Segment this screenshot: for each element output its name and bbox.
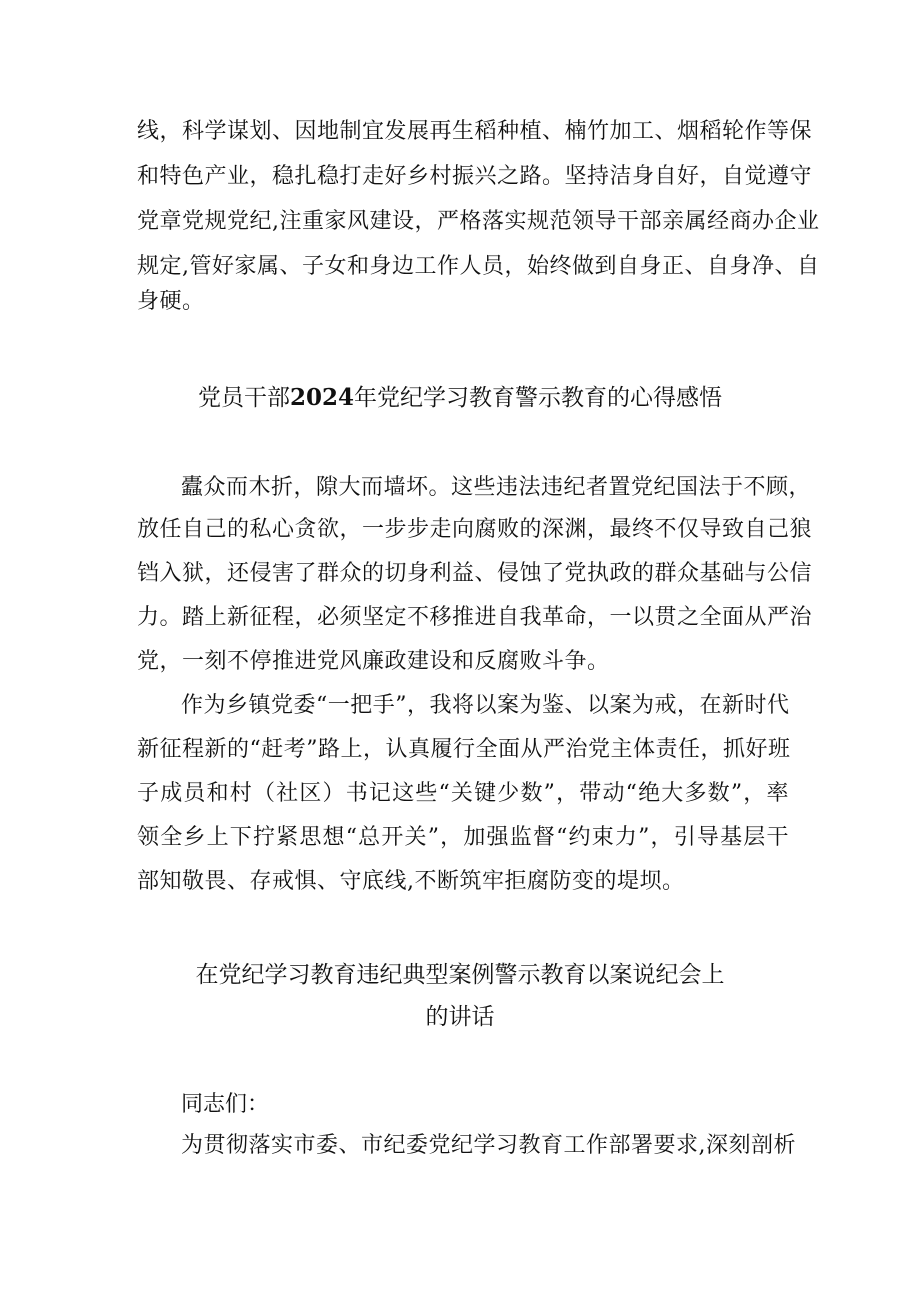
paragraph-line: 党章党规党纪,注重家风建设，严格落实规范领导干部亲属经商办企业	[137, 209, 820, 234]
paragraph-line: 作为乡镇党委“一把手”，我将以案为鉴、以案为戒，在新时代	[181, 693, 790, 718]
paragraph-line: 线，科学谋划、因地制宜发展再生稻种植、楠竹加工、烟稻轮作等保	[137, 119, 813, 144]
section-2-title-pre: 党员干部	[197, 385, 290, 411]
paragraph-line: 领全乡上下拧紧思想“总开关”，加强监督“约束力”，引导基层干	[137, 825, 789, 850]
section-3-title-line-2: 的讲话	[425, 1004, 495, 1030]
salutation: 同志们：	[181, 1092, 270, 1117]
section-2-title-year: 2024	[289, 384, 354, 411]
section-3-title-line-1: 在党纪学习教育违纪典型案例警示教育以案说纪会上	[195, 962, 725, 988]
paragraph-line: 部知敬畏、存戒惧、守底线,不断筑牢拒腐防变的堤坝。	[137, 869, 685, 894]
paragraph-line: 和特色产业，稳扎稳打走好乡村振兴之路。坚持洁身自好，自觉遵守	[137, 164, 813, 189]
paragraph-line: 为贯彻落实市委、市纪委党纪学习教育工作部署要求,深刻剖析	[181, 1133, 796, 1158]
paragraph-line: 铛入狱，还侵害了群众的切身利益、侵蚀了党执政的群众基础与公信	[137, 561, 813, 586]
paragraph-line: 新征程新的“赶考”路上，认真履行全面从严治党主体责任，抓好班	[137, 737, 791, 762]
paragraph-line: 放任自己的私心贪欲，一步步走向腐败的深渊，最终不仅导致自己狼	[137, 517, 813, 542]
paragraph-line: 身硬。	[137, 289, 205, 314]
paragraph-line: 子成员和村（社区）书记这些“关键少数”，带动“绝大多数”，率	[137, 781, 789, 806]
section-2-title-post: 年党纪学习教育警示教育的心得感悟	[354, 385, 722, 411]
paragraph-line: 规定,管好家属、子女和身边工作人员，始终做到自身正、自身净、自	[137, 254, 820, 279]
paragraph-line: 党，一刻不停推进党风廉政建设和反腐败斗争。	[137, 649, 610, 674]
paragraph-line: 力。踏上新征程，必须坚定不移推进自我革命，一以贯之全面从严治	[137, 605, 813, 630]
section-2-title	[0, 378, 920, 418]
paragraph-line: 蠹众而木折，隙大而墙坏。这些违法违纪者置党纪国法于不顾，	[181, 475, 812, 500]
